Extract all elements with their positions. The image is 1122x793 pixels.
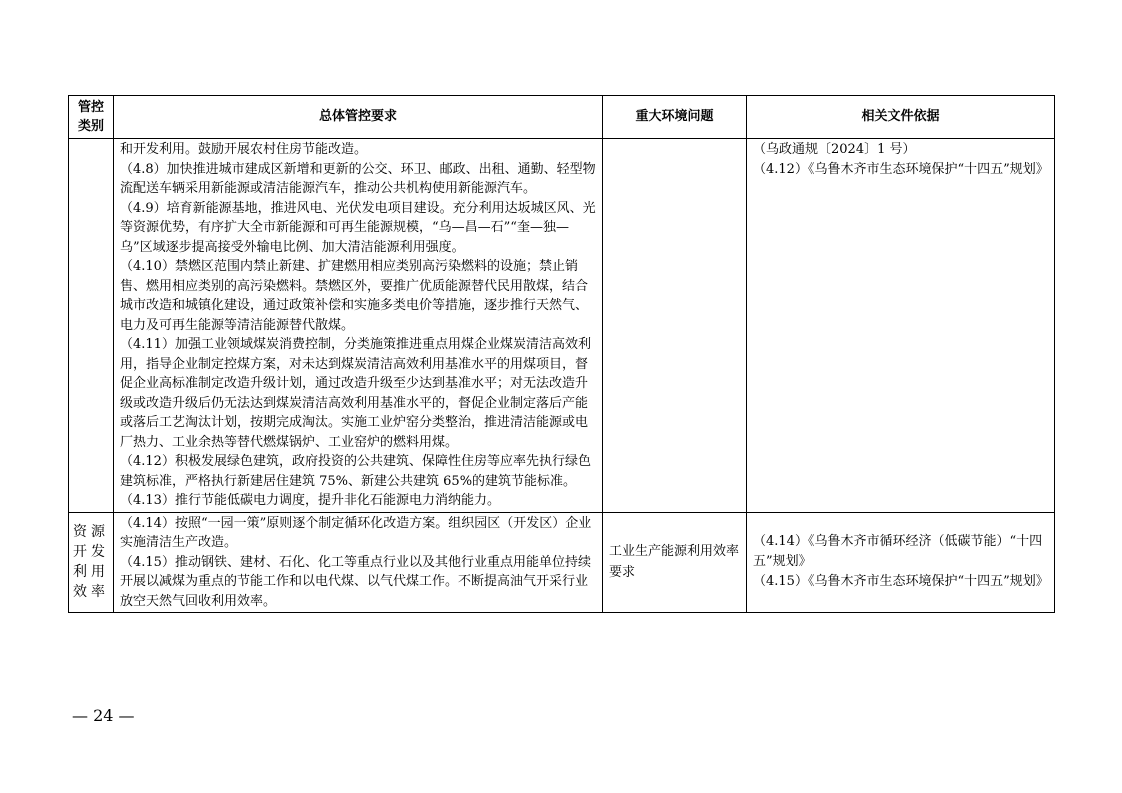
references-cell — [747, 512, 1055, 613]
table-row — [69, 512, 1055, 613]
reference-item: （4.15）《乌鲁木齐市生态环境保护“十四五”规划》 — [753, 574, 1049, 589]
issue-cell — [603, 139, 747, 513]
reference-item: （4.14）《乌鲁木齐市循环经济（低碳节能）“十四五”规划》 — [753, 534, 1043, 569]
requirement-item: （4.13）推行节能低碳电力调度，提升非化石能源电力消纳能力。 — [120, 493, 500, 508]
requirement-item: （4.9）培育新能源基地，推进风电、光伏发电项目建设。充分利用达坂城区风、光等资源优势，有序扩大全市新能源和可再生能源规模，“乌—昌—石”“奎—独—乌”区域逐步提高接受外输电比例、加大清洁能源利用强度。 — [120, 200, 596, 255]
table-header-row — [69, 96, 1055, 139]
header-category: 管控类别 — [69, 96, 114, 139]
page-number: — 24 — — [72, 706, 135, 725]
requirement-item: （4.8）加快推进城市建成区新增和更新的公交、环卫、邮政、出租、通勤、轻型物流配送车辆采用新能源或清洁能源汽车，推动公共机构使用新能源汽车。 — [120, 161, 596, 196]
category-cell: 资源开发利用效率 — [69, 512, 114, 613]
category-cell — [69, 139, 114, 513]
header-requirements: 总体管控要求 — [114, 96, 603, 139]
issue-cell: 工业生产能源利用效率要求 — [603, 512, 747, 613]
requirement-item: （4.12）积极发展绿色建筑，政府投资的公共建筑、保障性住房等应率先执行绿色建筑标准，严格执行新建居住建筑 75%、新建公共建筑 65%的建筑节能标准。 — [120, 454, 591, 489]
header-issues: 重大环境问题 — [603, 96, 747, 139]
table-row — [69, 139, 1055, 513]
reference-item: （4.12）《乌鲁木齐市生态环境保护“十四五”规划》 — [753, 161, 1049, 177]
reference-item: （乌政通规〔2024〕1 号） — [753, 142, 916, 157]
requirement-item: 和开发利用。鼓励开展农村住房节能改造。 — [120, 142, 368, 157]
requirement-item: （4.11）加强工业领域煤炭消费控制，分类施策推进重点用煤企业煤炭清洁高效利用，指导企业制定控煤方案，对未达到煤炭清洁高效利用基准水平的用煤项目，督促企业高标准制定改造升级计划，通过改造升级至少达到基准水平；对无法改造升级或改造升级后仍无法达到煤炭清洁高效利用基准水平的，督促企业制定落后产能或落后工艺淘汰计划，按期完成淘汰。实施工业炉窑分类整治，推进清洁能源或电厂热力、工业余热等替代燃煤锅炉、工业窑炉的燃料用煤。 — [120, 337, 591, 450]
requirements-cell — [114, 139, 603, 513]
requirement-item: （4.10）禁燃区范围内禁止新建、扩建燃用相应类别高污染燃料的设施；禁止销售、燃用相应类别的高污染燃料。禁燃区外，要推广优质能源替代民用散煤，结合城市改造和城镇化建设，通过政策补偿和实施多类电价等措施，逐步推行天然气、电力及可再生能源等清洁能源替代散煤。 — [120, 259, 589, 333]
policy-table — [68, 95, 1055, 613]
requirement-item: （4.15）推动钢铁、建材、石化、化工等重点行业以及其他行业重点用能单位持续开展以减煤为重点的节能工作和以电代煤、以气代煤工作。不断提高油气开采行业放空天然气回收利用效率。 — [120, 554, 591, 609]
requirement-item: （4.14）按照“一园一策”原则逐个制定循环化改造方案。组织园区（开发区）企业实施清洁生产改造。 — [120, 515, 592, 550]
references-cell — [747, 139, 1055, 513]
requirements-cell — [114, 512, 603, 613]
header-references: 相关文件依据 — [747, 96, 1055, 139]
